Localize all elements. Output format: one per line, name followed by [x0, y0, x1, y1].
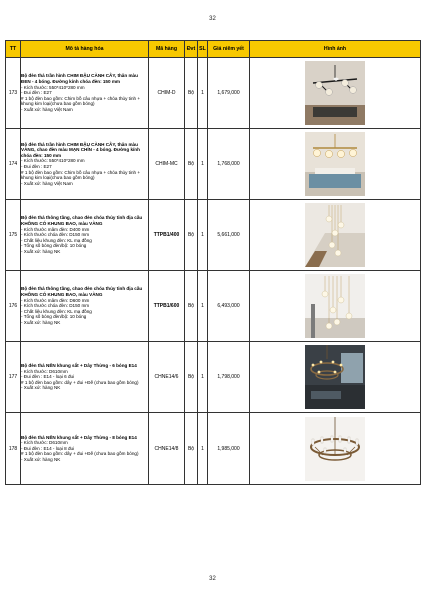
row-qty: 1 [198, 271, 208, 342]
header-image: Hình ảnh [250, 41, 421, 58]
row-price: 1,768,000 [208, 129, 250, 200]
product-photo-rope-chandelier-8 [305, 417, 365, 481]
row-qty: 1 [198, 129, 208, 200]
product-spec: - Xuất xứ: hàng Việt Nam [21, 106, 73, 112]
row-qty: 1 [198, 413, 208, 485]
product-spec: # 1 bộ đèn bao gồm: Chim bồ câu nhựa + chóa thủy tinh + khung kim loại(chưa bao gồm bóng) [21, 169, 141, 181]
row-unit: Bộ [185, 342, 198, 413]
row-image [250, 271, 421, 342]
header-code: Mã hàng [149, 41, 185, 58]
product-spec: - Đui đèn : E14 - loại 8 đui [21, 445, 75, 451]
row-qty: 1 [198, 58, 208, 129]
product-spec: - Xuất xứ: hàng NK [21, 456, 61, 462]
row-image [250, 413, 421, 485]
row-qty: 1 [198, 200, 208, 271]
product-spec: - Đui đèn : E27 [21, 164, 52, 169]
row-unit: Bộ [185, 129, 198, 200]
product-title: Bộ đèn thả NẾN khung sắt + Dây Thừng - 6 bóng E14 [21, 363, 137, 369]
row-unit: Bộ [185, 58, 198, 129]
row-price: 1,679,000 [208, 58, 250, 129]
table-row [6, 129, 421, 200]
product-spec: - Xuất xứ: hàng NK [21, 385, 61, 391]
product-spec: # 1 bộ đèn bao gồm: Chim bồ câu nhựa + chóa thủy tinh + khung kim loại(chưa bao gồm bóng) [21, 95, 141, 107]
table-row [6, 58, 421, 129]
row-unit: Bộ [185, 271, 198, 342]
row-price: 1,798,000 [208, 342, 250, 413]
product-spec: - Kích thước chóa đèn: D150 mm [21, 303, 90, 309]
page-number-bottom: 32 [209, 576, 216, 582]
product-title: Bộ đèn thả trần hình CHIM ĐẬU CÀNH CÂY, thân màu ĐEN - 4 bóng. Đường kính chóa đèn: 150 mm [21, 73, 138, 85]
row-image [250, 200, 421, 271]
product-spec: - Kích thước mâm đèn: D400 mm [21, 226, 90, 232]
product-spec: - Tổng số bóng đèn/bộ: 10 bóng [21, 314, 87, 320]
row-description [21, 413, 149, 485]
product-spec: - Kích thước mâm đèn: D600 mm [21, 297, 90, 303]
row-tt: 174 [6, 129, 21, 200]
row-image [250, 129, 421, 200]
row-code: CHNE14/8 [149, 413, 185, 485]
row-tt: 176 [6, 271, 21, 342]
row-image [250, 58, 421, 129]
row-code: CHNE14/6 [149, 342, 185, 413]
row-tt: 173 [6, 58, 21, 129]
row-code: TTPB1/400 [149, 200, 185, 271]
row-description [21, 342, 149, 413]
product-spec: - Đui đèn : E27 [21, 90, 52, 96]
product-photo-bird-lamp-black [305, 61, 365, 125]
product-spec: - Xuất xứ: hàng NK [21, 248, 61, 254]
row-image [250, 342, 421, 413]
product-spec: - Chất liệu khung đèn: KL mạ đồng [21, 237, 92, 243]
table-row [6, 342, 421, 413]
product-spec: # 1 bộ đèn bao gồm: dây + đui +Đế (chưa bao gồm bóng) [21, 451, 139, 457]
row-price: 1,985,000 [208, 413, 250, 485]
row-qty: 1 [198, 342, 208, 413]
product-spec: - Chất liệu khung đèn: KL mạ đồng [21, 308, 92, 314]
row-tt: 177 [6, 342, 21, 413]
header-qty: SL [198, 41, 208, 58]
product-spec: - Xuất xứ: hàng Việt Nam [21, 180, 73, 186]
row-code: TTPB1/600 [149, 271, 185, 342]
page-number-top: 32 [209, 16, 216, 22]
row-code: CHIM-D [149, 58, 185, 129]
table-row [6, 413, 421, 485]
product-photo-bird-lamp-gold [305, 132, 365, 196]
product-title: Bộ đèn thả thông tầng, chao đèn chóa thủy tinh địa cầu KHÔNG CÓ KHUNG BAO, màu VÀNG [21, 215, 143, 227]
row-description [21, 271, 149, 342]
product-title: Bộ đèn thả thông tầng, chao đèn chóa thủy tinh địa cầu KHÔNG CÓ KHUNG BAO, màu VÀNG [21, 286, 143, 298]
row-tt: 178 [6, 413, 21, 485]
row-description [21, 129, 149, 200]
table-row [6, 200, 421, 271]
header-tt: TT [6, 41, 21, 58]
product-spec: - Kích thước: D610mm [21, 368, 68, 374]
product-spec: - Kích thước: 550*410*280 mm [21, 158, 85, 164]
product-spec: - Tổng số bóng đèn/bộ: 10 bóng [21, 243, 87, 249]
product-spec: # 1 bộ đèn bao gồm: dây + đui +Đế (chưa bao gồm bóng) [21, 379, 139, 385]
row-price: 6,493,000 [208, 271, 250, 342]
product-spec: - Kích thước: D610mm [21, 440, 68, 446]
table-row [6, 271, 421, 342]
product-title: Bộ đèn thả NẾN khung sắt + Dây Thừng - 8 bóng E14 [21, 434, 137, 440]
product-photo-globe-stairwell-400 [305, 203, 365, 267]
product-spec: - Xuất xứ: hàng NK [21, 319, 61, 325]
product-photo-rope-chandelier-6 [305, 345, 365, 409]
product-photo-globe-stairwell-600 [305, 274, 365, 338]
product-spec: - Kích thước: 550*410*280 mm [21, 84, 85, 90]
product-spec: - Kích thước chóa đèn: D150 mm [21, 232, 90, 238]
row-price: 5,661,000 [208, 200, 250, 271]
row-unit: Bộ [185, 413, 198, 485]
row-tt: 175 [6, 200, 21, 271]
row-description [21, 58, 149, 129]
row-unit: Bộ [185, 200, 198, 271]
product-table [5, 40, 421, 485]
header-description: Mô tả hàng hóa [21, 41, 149, 58]
header-price: Giá niêm yết [208, 41, 250, 58]
header-unit: Đvt [185, 41, 198, 58]
product-title: Bộ đèn thả trần hình CHIM ĐẬU CÀNH CÂY, thân màu VÀNG, chao đèn màu MẠN CHÍN - 4 bóng. Đường kính chóa đèn: 150 mm [21, 141, 140, 158]
row-description [21, 200, 149, 271]
row-code: CHIM-MC [149, 129, 185, 200]
table-header-row [6, 41, 421, 58]
product-spec: - Đui đèn : E14 - loại 6 đui [21, 374, 75, 380]
